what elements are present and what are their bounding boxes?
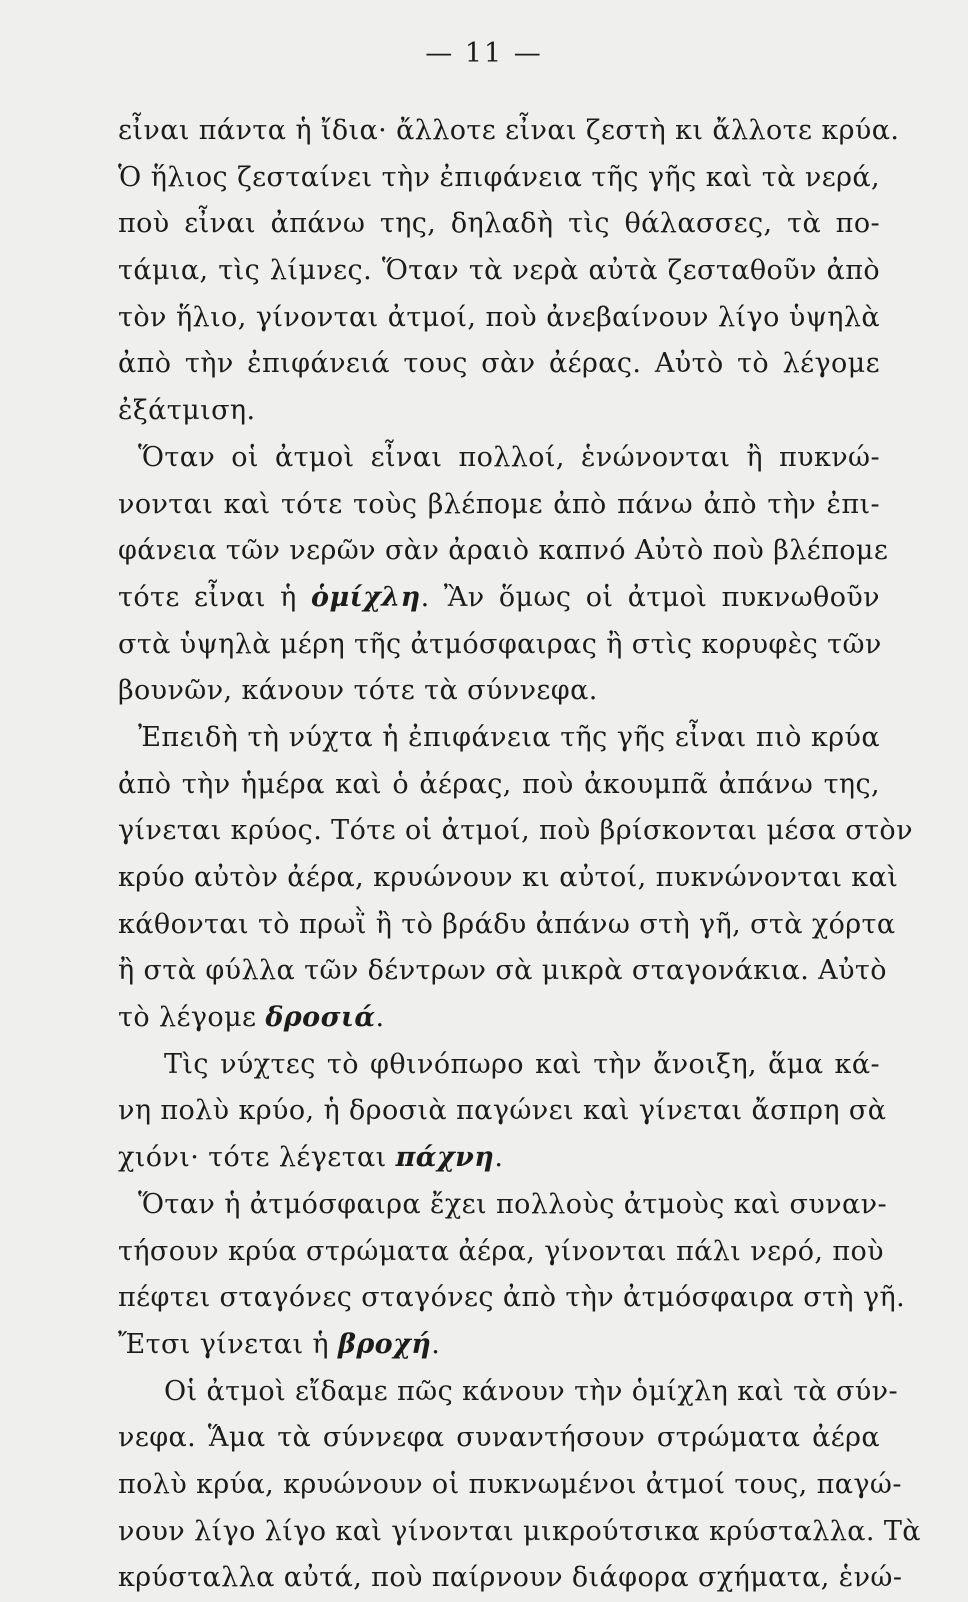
- text-line: [118, 388, 880, 435]
- text-line: [118, 1229, 884, 1276]
- text-line: [118, 295, 880, 342]
- text-line: [118, 248, 880, 295]
- text-line: [118, 201, 880, 248]
- text-line: [118, 1088, 887, 1135]
- text-line: [118, 575, 880, 622]
- text-line: [118, 1322, 880, 1369]
- text-segment: τὸ λέγομε: [118, 1002, 266, 1034]
- text-segment: ἐξάτμιση.: [118, 395, 256, 427]
- text-segment: ποὺ εἶναι ἀπάνω της, δηλαδὴ τὶς θάλασσες, τὰ πο-: [118, 208, 880, 240]
- text-segment: . Ἂν ὅμως οἱ ἀτμοὶ πυκνωθοῦν: [420, 581, 880, 613]
- text-segment: φάνεια τῶν νερῶν σὰν ἀραιὸ καπνό Αὐτὸ ποὺ βλέπομε: [118, 535, 889, 567]
- text-line: [118, 341, 880, 388]
- text-segment: Ὁ ἥλιος ζεσταίνει τὴν ἐπιφάνεια τῆς γῆς καὶ τὰ νερά,: [118, 161, 880, 193]
- text-segment: .: [431, 1328, 441, 1360]
- text-segment: Οἱ ἀτμοὶ εἴδαμε πῶς κάνουν τὴν ὁμίχλη καὶ τὰ σύν-: [164, 1375, 899, 1407]
- text-line: [118, 715, 880, 762]
- text-line: [118, 108, 900, 155]
- text-segment: ἀπὸ τὴν ἡμέρα καὶ ὁ ἀέρας, ποὺ ἀκουμπᾶ ἀπάνω της,: [118, 768, 880, 800]
- defined-term: δροσιά: [265, 1002, 376, 1034]
- text-segment: εἶναι πάντα ἡ ἴδια· ἄλλοτε εἶναι ζεστὴ κι ἄλλοτε κρύα.: [118, 115, 900, 146]
- text-segment: νουν λίγο λίγο καὶ γίνονται μικρούτσικα κρύσταλλα. Τὰ: [118, 1515, 921, 1547]
- text-segment: νεφα. Ἅμα τὰ σύννεφα συναντήσουν στρώματα ἀέρα: [118, 1422, 880, 1454]
- text-segment: Ὅταν οἱ ἀτμοὶ εἶναι πολλοί, ἑνώνονται ἢ πυκνώ-: [138, 441, 880, 473]
- text-line: [118, 762, 880, 809]
- text-line: [118, 995, 880, 1042]
- text-line: [118, 528, 889, 575]
- text-line: [118, 668, 880, 715]
- text-line: [118, 1509, 921, 1556]
- text-segment: τάμια, τὶς λίμνες. Ὅταν τὰ νερὰ αὐτὰ ζεσταθοῦν ἀπὸ: [118, 255, 880, 287]
- text-segment: .: [375, 1002, 385, 1034]
- text-segment: Ἐπειδὴ τὴ νύχτα ἡ ἐπιφάνεια τῆς γῆς εἶναι πιὸ κρύα: [138, 721, 880, 753]
- text-segment: χιόνι· τότε λέγεται: [118, 1142, 396, 1174]
- text-line: [118, 948, 887, 995]
- defined-term: ὁμίχλη: [311, 581, 421, 613]
- text-line: [118, 808, 913, 855]
- text-segment: .: [494, 1142, 504, 1174]
- text-line: [118, 1555, 903, 1602]
- text-segment: πολὺ κρύα, κρυώνουν οἱ πυκνωμένοι ἀτμοί τους, παγώ-: [118, 1468, 902, 1500]
- text-line: [118, 435, 880, 482]
- text-line: [118, 1462, 902, 1509]
- text-segment: κρύο αὐτὸν ἀέρα, κρυώνουν κι αὐτοί, πυκνώνονται καὶ: [118, 862, 899, 893]
- text-line: [118, 1369, 899, 1416]
- text-segment: Τὶς νύχτες τὸ φθινόπωρο καὶ τὴν ἄνοιξη, ἅμα κά-: [164, 1048, 880, 1080]
- text-line: [118, 1275, 906, 1322]
- text-line: [118, 1182, 887, 1229]
- text-segment: ἢ στὰ φύλλα τῶν δέντρων σὰ μικρὰ σταγονάκια. Αὐτὸ: [118, 955, 887, 987]
- text-segment: Ὅταν ἡ ἀτμόσφαιρα ἔχει πολλοὺς ἀτμοὺς καὶ συναν-: [138, 1188, 887, 1220]
- text-segment: κρύσταλλα αὐτά, ποὺ παίρνουν διάφορα σχήματα, ἑνώ-: [118, 1562, 903, 1594]
- text-segment: στὰ ὑψηλὰ μέρη τῆς ἀτμόσφαιρας ἢ στὶς κορυφὲς τῶν: [118, 628, 882, 660]
- text-segment: νονται καὶ τότε τοὺς βλέπομε ἀπὸ πάνω ἀπὸ τὴν ἐπι-: [118, 488, 880, 520]
- text-line: [118, 1415, 880, 1462]
- body-text: [118, 108, 921, 1602]
- text-segment: ἀπὸ τὴν ἐπιφάνειά τους σὰν ἀέρας. Αὐτὸ τὸ λέγομε: [118, 348, 880, 380]
- text-segment: τήσουν κρύα στρώματα ἀέρα, γίνονται πάλι νερό, ποὺ: [118, 1235, 884, 1267]
- defined-term: βροχή: [337, 1328, 432, 1360]
- defined-term: πάχνη: [395, 1142, 495, 1174]
- text-line: [118, 1135, 880, 1182]
- text-segment: βουνῶν, κάνουν τότε τὰ σύννεφα.: [118, 675, 598, 707]
- text-line: [118, 1042, 880, 1089]
- text-segment: Ἔτσι γίνεται ἡ: [118, 1328, 338, 1360]
- text-line: [118, 155, 880, 202]
- text-line: [118, 482, 880, 529]
- text-line: [118, 902, 896, 949]
- text-segment: κάθονται τὸ πρωῒ ἢ τὸ βράδυ ἀπάνω στὴ γῆ, στὰ χόρτα: [118, 908, 896, 940]
- text-segment: πέφτει σταγόνες σταγόνες ἀπὸ τὴν ἀτμόσφαιρα στὴ γῆ.: [118, 1282, 906, 1314]
- text-segment: νη πολὺ κρύο, ἡ δροσιὰ παγώνει καὶ γίνεται ἄσπρη σὰ: [118, 1095, 887, 1127]
- text-segment: τὸν ἥλιο, γίνονται ἀτμοί, ποὺ ἀνεβαίνουν λίγο ὑψηλὰ: [118, 301, 880, 333]
- page-number: — 11 —: [425, 38, 543, 69]
- text-line: [118, 622, 880, 669]
- text-segment: γίνεται κρύος. Τότε οἱ ἀτμοί, ποὺ βρίσκονται μέσα στὸν: [118, 815, 913, 847]
- text-segment: τότε εἶναι ἡ: [118, 581, 312, 613]
- text-line: [118, 855, 899, 902]
